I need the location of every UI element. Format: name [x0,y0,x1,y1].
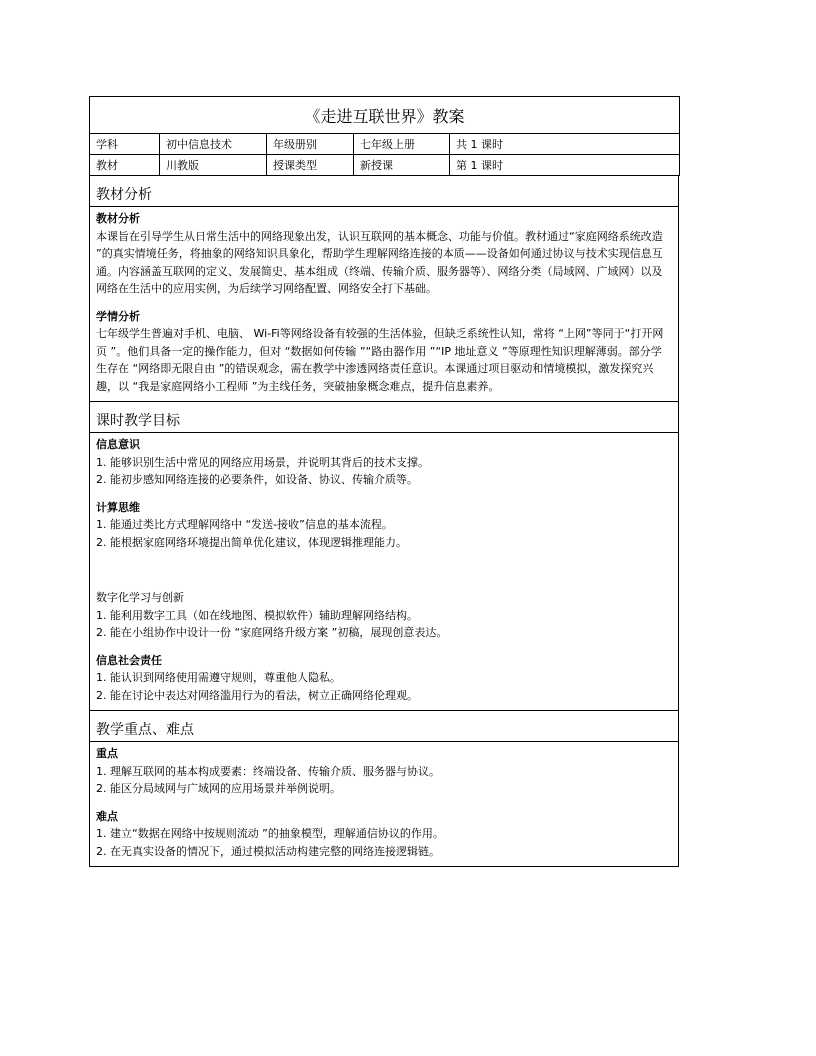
goal-title: 信息意识 [96,438,140,451]
goal-title: 数字化学习与创新 [96,591,184,604]
lesson-type-value: 新授课 [354,155,450,176]
goal-title: 计算思维 [96,500,140,514]
goal-item: 2. 能根据家庭网络环境提出简单优化建议，体现逻辑推理能力。 [96,535,407,549]
current-period: 第 1 课时 [450,155,680,176]
subheading-learner: 学情分析 [96,309,140,323]
total-periods: 共 1 课时 [450,134,680,155]
textbook-label: 教材 [90,155,160,176]
lesson-info-table [89,96,680,176]
lesson-plan-document [89,96,679,867]
section-heading: 课时教学目标 [90,402,678,433]
goal-item: 1. 能利用数字工具（如在线地图、模拟软件）辅助理解网络结构。 [96,608,418,622]
section-key-points [89,711,679,867]
document-title: 《走进互联世界》教案 [90,97,680,134]
info-row-textbook [90,155,680,176]
goal-item: 1. 能认识到网络使用需遵守规则，尊重他人隐私。 [96,671,341,684]
goal-item: 2. 能在讨论中表达对网络滥用行为的看法，树立正确网络伦理观。 [96,688,418,702]
goal-item: 2. 能初步感知网络连接的必要条件，如设备、协议、传输介质等。 [96,473,418,486]
difficulty-title: 难点 [96,809,118,823]
difficulty-item: 1. 建立“数据在网络中按规则流动 ”的抽象模型，理解通信协议的作用。 [96,827,444,840]
info-row-subject [90,134,680,155]
key-point-item: 1. 理解互联网的基本构成要素：终端设备、传输介质、服务器与协议。 [96,764,440,778]
goal-title: 信息社会责任 [96,653,162,667]
lesson-type-label: 授课类型 [267,155,354,176]
key-point-item: 2. 能区分局域网与广域网的应用场景并举例说明。 [96,782,341,795]
subject-value: 初中信息技术 [160,134,267,155]
section-heading: 教材分析 [90,176,678,207]
goal-item: 1. 能够识别生活中常见的网络应用场景，并说明其背后的技术支撑。 [96,455,429,469]
section-textbook-analysis [89,176,679,402]
grade-label: 年级册别 [267,134,354,155]
difficulty-item: 2. 在无真实设备的情况下，通过模拟活动构建完整的网络连接逻辑链。 [96,844,440,858]
goal-item: 1. 能通过类比方式理解网络中 “发送-接收”信息的基本流程。 [96,518,393,531]
subject-label: 学科 [90,134,160,155]
subheading-textbook: 教材分析 [96,212,140,225]
paragraph-learner: 七年级学生普遍对手机、电脑、 Wi-Fi等网络设备有较强的生活体验，但缺乏系统性认知，常将 “上网”等同于“打开网页 ”。他们具备一定的操作能力，但对 “数据如何传输 ”“路由器作用 ”“IP 地址意义 ”等原理性知识理解薄弱。部分学生存在 “网络即无限自由 ”的错误观念，需在教学中渗透网络责任意识。本课通过项目驱动和情境模拟，激发探究兴趣，以 “我是家庭网络小工程师 ”为主线任务，突破抽象概念难点，提升信息素养。 [96,327,664,393]
section-heading: 教学重点、难点 [90,711,678,742]
paragraph-textbook: 本课旨在引导学生从日常生活中的网络现象出发，认识互联网的基本概念、功能与价值。教材通过“家庭网络系统改造 ”的真实情境任务，将抽象的网络知识具象化，帮助学生理解网络连接的本质——设备如何通过协议与技术实现信息互通。内容涵盖互联网的定义、发展简史、基本组成（终端、传输介质、服务器等）、网络分类（局域网、广域网）以及网络在生活中的应用实例，为后续学习网络配置、网络安全打下基础。 [96,229,663,295]
key-points-title: 重点 [96,747,118,760]
textbook-value: 川教版 [160,155,267,176]
goal-item: 2. 能在小组协作中设计一份 “家庭网络升级方案 ”初稿，展现创意表达。 [96,626,448,639]
section-objectives [89,402,679,711]
grade-value: 七年级上册 [354,134,450,155]
